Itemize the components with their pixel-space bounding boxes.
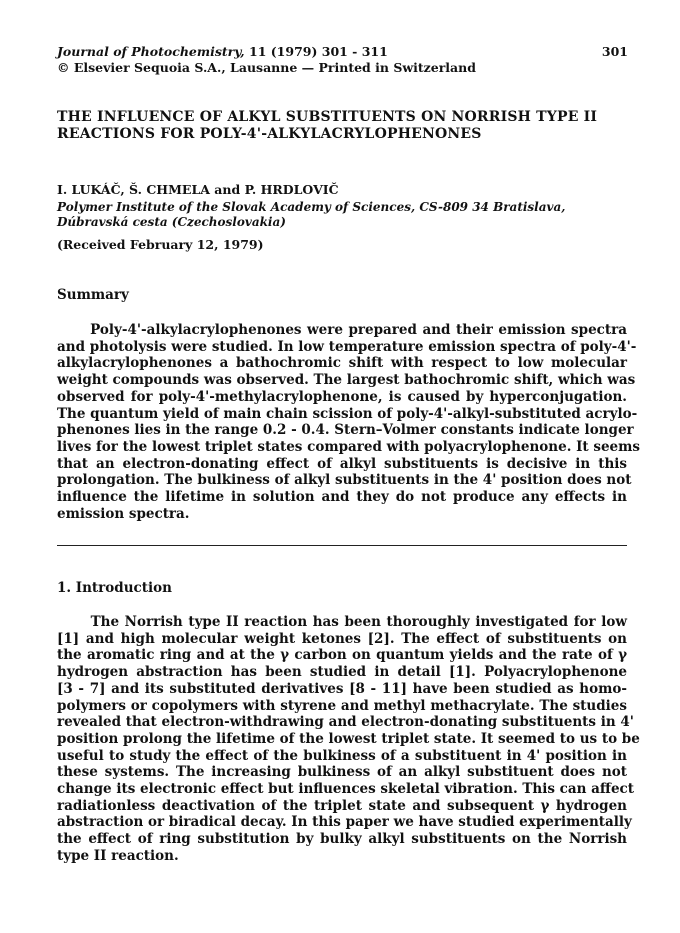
intro-line: [3 - 7] and its substituted derivatives [8 - 11] have been studied as homo- xyxy=(57,680,627,697)
affiliation-line: Dúbravská cesta (Czechoslovakia) xyxy=(57,215,286,229)
summary-line: alkylacrylophenones a bathochromic shift with respect to low molecular xyxy=(57,355,627,372)
summary-line: phenones lies in the range 0.2 - 0.4. Stern–Volmer constants indicate longer xyxy=(57,422,634,439)
journal-name: Journal of Photochemistry, xyxy=(57,44,245,59)
received-date: (Received February 12, 1979) xyxy=(57,237,264,252)
summary-line: emission spectra. xyxy=(57,505,190,522)
title-line: REACTIONS FOR POLY-4'-ALKYLACRYLOPHENONES xyxy=(57,126,482,142)
article-title xyxy=(57,109,637,143)
page-number: 301 xyxy=(601,44,628,59)
title-line: THE INFLUENCE OF ALKYL SUBSTITUENTS ON NORRISH TYPE II xyxy=(57,109,598,125)
journal-reference: 11 (1979) 301 - 311 xyxy=(244,44,388,59)
section-divider xyxy=(57,545,627,546)
summary-line: that an electron-donating effect of alkyl substituents is decisive in this xyxy=(57,455,627,472)
introduction-heading: 1. Introduction xyxy=(57,580,172,596)
intro-line: revealed that electron-withdrawing and electron-donating substituents in 4' xyxy=(57,714,634,731)
affiliation xyxy=(57,200,637,230)
introduction-paragraph xyxy=(57,614,640,865)
intro-line: useful to study the effect of the bulkiness of a substituent in 4' position in xyxy=(57,747,627,764)
intro-line: change its electronic effect but influences skeletal vibration. This can affect xyxy=(57,781,634,798)
summary-line: weight compounds was observed. The largest bathochromic shift, which was xyxy=(57,372,636,389)
summary-line: Poly-4'-alkylacrylophenones were prepared and their emission spectra xyxy=(57,322,627,338)
summary-paragraph xyxy=(57,322,641,522)
intro-line: the effect of ring substitution by bulky alkyl substituents on the Norrish xyxy=(57,831,627,848)
intro-line: radiationless deactivation of the triplet state and subsequent γ hydrogen xyxy=(57,797,627,814)
intro-line: these systems. The increasing bulkiness of an alkyl substituent does not xyxy=(57,764,627,781)
intro-line: the aromatic ring and at the γ carbon on quantum yields and the rate of γ xyxy=(57,647,627,664)
summary-line: lives for the lowest triplet states compared with polyacrylophenone. It seems xyxy=(57,438,641,455)
summary-line: prolongation. The bulkiness of alkyl substituents in the 4' position does not xyxy=(57,472,632,489)
copyright-line: © Elsevier Sequoia S.A., Lausanne — Printed in Switzerland xyxy=(57,60,476,75)
summary-line: influence the lifetime in solution and they do not produce any effects in xyxy=(57,489,627,506)
intro-line: type II reaction. xyxy=(57,847,179,864)
intro-line: abstraction or biradical decay. In this paper we have studied experimentally xyxy=(57,814,632,831)
intro-line: The Norrish type II reaction has been thoroughly investigated for low xyxy=(57,614,627,630)
journal-citation xyxy=(57,44,388,60)
intro-line: hydrogen abstraction has been studied in detail [1]. Polyacrylophenone xyxy=(57,664,627,681)
affiliation-line: Polymer Institute of the Slovak Academy of Sciences, CS-809 34 Bratislava, xyxy=(57,200,566,214)
summary-line: observed for poly-4'-methylacrylophenone, is caused by hyperconjugation. xyxy=(57,388,627,405)
author-list: I. LUKÁČ, Š. CHMELA and P. HRDLOVIČ xyxy=(57,182,339,197)
summary-line: and photolysis were studied. In low temperature emission spectra of poly-4'- xyxy=(57,338,637,355)
intro-line: [1] and high molecular weight ketones [2]. The effect of substituents on xyxy=(57,630,627,647)
summary-heading: Summary xyxy=(57,287,129,303)
summary-line: The quantum yield of main chain scission of poly-4'-alkyl-substituted acrylo- xyxy=(57,405,638,422)
intro-line: position prolong the lifetime of the lowest triplet state. It seemed to us to be xyxy=(57,730,640,747)
intro-line: polymers or copolymers with styrene and methyl methacrylate. The studies xyxy=(57,697,627,714)
